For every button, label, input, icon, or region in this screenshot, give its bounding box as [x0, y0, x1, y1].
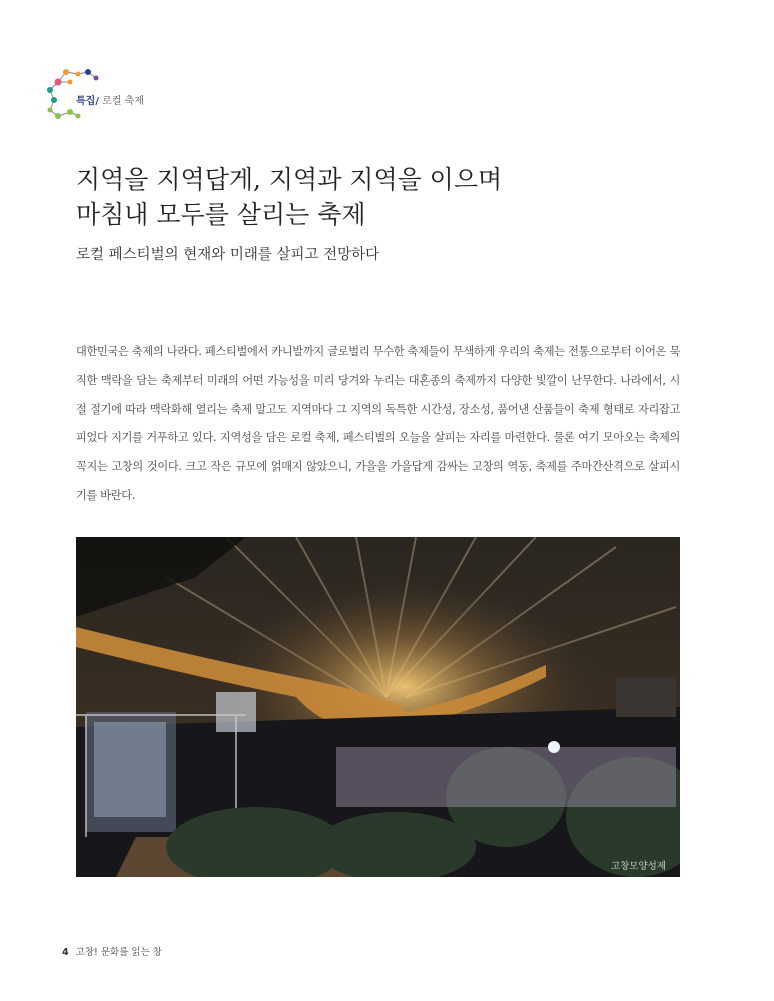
title-line: 지역을 지역답게, 지역과 지역을 이으며: [76, 165, 503, 194]
page-number: 4: [62, 947, 69, 958]
section-label: [76, 92, 144, 107]
section-label-strong: 특집/: [76, 96, 99, 107]
publication-name: 고창! 문화를 읽는 창: [75, 947, 162, 958]
article-title: [76, 162, 502, 232]
article-body: 대한민국은 축제의 나라다. 페스티벌에서 카니발까지 글로벌리 무수한 축제들이 무색하게 우리의 축제는 전통으로부터 이어온 묵직한 맥락을 담는 축제부터 미래의 어떤 가능성을 미리 당겨와 누리는 대혼종의 축제까지 다양한 빛깔이 난무한다. 나라에서, 시절 절기에 따라 맥락화해 열리는 축제 말고도 지역마다 그 지역의 독특한 시간성, 장소성, 품어낸 산품들이 축제 형태로 자리잡고 피었다 지기를 거푸하고 있다. 지역성을 담은 로컬 축제, 페스티벌의 오늘을 살피는 자리를 마련한다. 물론 여기 모아오는 축제의 꼭지는 고창의 것이다. 크고 작은 규모에 얽매지 않았으니, 가을을 가을답게 감싸는 고창의 역동, 축제를 주마간산격으로 살피시기를 바란다.: [76, 345, 680, 502]
section-label-text: 로컬 축제: [102, 96, 144, 107]
title-line: 마침내 모두를 살리는 축제: [76, 200, 366, 229]
page-footer: [62, 944, 162, 958]
photo-credit: 고창모양성제: [610, 861, 666, 872]
article-subtitle: 로컬 페스티벌의 현재와 미래를 살피고 전망하다: [76, 247, 380, 263]
festival-night-photo: [76, 537, 680, 877]
